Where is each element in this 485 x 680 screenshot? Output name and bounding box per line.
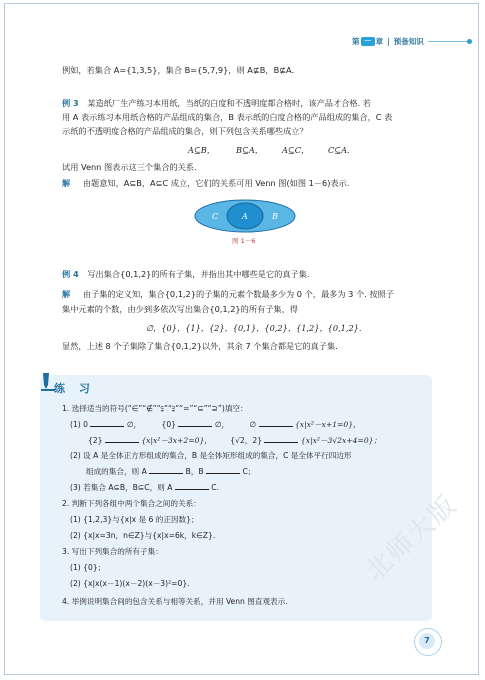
practice-q3-1: (1) {0}； [70,563,106,572]
example-4-conclusion: 显然，上述 8 个子集除了集合{0,1,2}以外，其余 7 个集合都是它的真子集. [62,341,338,351]
header-separator: | [387,36,390,46]
answer-blank[interactable] [175,481,209,490]
example-4-text: 写出集合{0,1,2}的所有子集，并指出其中哪些是它的真子集. [87,269,310,279]
q1-1-part-i: {√2，2} [230,436,263,445]
practice-q1-1-row-1 [70,418,361,430]
chapter-prefix: 第 [352,36,360,46]
venn-label-b: B [272,212,278,221]
venn-diagram-svg [190,196,300,236]
q1-3-part-a: (3) 若集合 A⊆B，B⊆C，则 A [70,483,173,492]
page-number: 7 [419,633,435,649]
q1-2-part-b: 组成的集合，则 A [86,467,147,476]
practice-q1-2-line-1: (2) 设 A 是全体正方形组成的集合，B 是全体矩形组成的集合，C 是全体平行四边形 [70,451,352,460]
q1-1-part-d: ∅， [214,420,230,429]
example-3-text-1: 某造纸厂生产练习本用纸，当纸的白度和不透明度都合格时，该产品才合格. 若 [87,98,371,108]
practice-q1: 1. 选择适当的符号(“∈”“∉”“⫋”“⫌”“=”“⊆”“⊇”)填空： [62,404,248,413]
example-4-solution-line-1 [62,288,394,300]
q1-1-part-h: {x|x²－3x+2=0}， [141,436,212,445]
practice-q3: 3. 写出下列集合的所有子集： [62,547,163,556]
watermark: 北师大版 [360,489,464,587]
example-intro: 例如，若集合 A={1,3,5}，集合 B={5,7,9}，则 A⊈B，B⊈A. [62,65,295,75]
practice-q4: 4. 举例说明集合间的包含关系与相等关系，并用 Venn 图直观表示. [62,597,288,606]
q1-1-part-g: {2} [88,436,103,445]
q1-1-part-a: (1) 0 [70,420,89,429]
example-3-option-1: A⊆B， [188,145,215,155]
header-rule [428,41,471,42]
example-3-line-5: 试用 Venn 图表示这三个集合的关系. [62,162,197,172]
chapter-suffix: 章 [375,36,383,46]
example-3-option-4: C⊆A. [328,145,350,155]
q1-1-part-c: {0} [161,420,176,429]
example-4-line-1 [62,268,310,280]
solution-label-2: 解 [62,289,71,299]
q1-1-part-e: ∅ [249,420,257,429]
example-3-option-2: B⊆A， [236,145,263,155]
chapter-number-badge: 一 [361,37,375,46]
example-3-line-1 [62,97,371,109]
practice-q1-2-line-2 [86,465,255,477]
header-dot-icon [467,39,472,44]
example-4-solution-line-2: 集中元素的个数，由少到多依次写出集合{0,1,2}的所有子集，得 [62,304,298,314]
answer-blank[interactable] [206,465,240,474]
running-header [352,34,471,48]
example-3-option-3: A⊆C， [282,145,310,155]
section-title: 预备知识 [393,36,424,46]
practice-q3-2: (2) {x|x(x－1)(x－2)(x－3)²=0}. [70,579,190,588]
example-4-subset-list: ∅，{0}，{1}，{2}，{0,1}，{0,2}，{1,2}，{0,1,2}. [146,323,362,333]
q1-1-part-j: {x|x²－3√2x+4=0}； [300,436,382,445]
q1-3-part-b: C. [211,483,219,492]
practice-q2-1: (1) {1,2,3}与{x|x 是 6 的正因数}； [70,515,199,524]
practice-title: 练 习 [54,382,95,395]
solution-label: 解 [62,178,71,188]
figure-caption: 图 1－6 [232,237,256,245]
answer-blank[interactable] [90,418,124,427]
practice-q1-3 [70,481,219,493]
example-3-line-3: 示纸的不透明度合格的产品组成的集合，则下列包含关系哪些成立？ [62,126,308,136]
answer-blank[interactable] [259,418,293,427]
practice-q2: 2. 判断下列各组中两个集合之间的关系： [62,499,201,508]
q1-2-part-c: B，B [185,467,204,476]
practice-q1-1-row-2 [88,434,381,446]
example-3-label: 例 3 [62,98,79,108]
example-3-line-2: 用 A 表示练习本用纸合格的产品组成的集合，B 表示纸的白度合格的产品组成的集合，C 表 [62,112,393,122]
venn-diagram [190,196,300,236]
example-4-solution-text-1: 由子集的定义知，集合{0,1,2}的子集的元素个数最多少为 0 个，最多为 3 个. 按照子 [82,289,394,299]
q1-1-part-b: ∅， [126,420,142,429]
practice-q2-2: (2) {x|x=3n，n∈Z}与{x|x=6k，k∈Z}. [70,531,216,540]
venn-label-a: A [242,212,248,221]
q1-2-part-d: C； [242,467,256,476]
venn-label-c: C [212,212,219,221]
answer-blank[interactable] [149,465,183,474]
answer-blank[interactable] [105,434,139,443]
example-3-solution [62,177,349,189]
example-3-solution-text: 由题意知，A⊆B，A⊆C 成立，它们的关系可用 Venn 图(如图 1－6)表示. [82,178,350,188]
answer-blank[interactable] [264,434,298,443]
q1-1-part-f: {x|x²－x+1=0}， [294,420,361,429]
answer-blank[interactable] [178,418,212,427]
example-4-label: 例 4 [62,269,79,279]
